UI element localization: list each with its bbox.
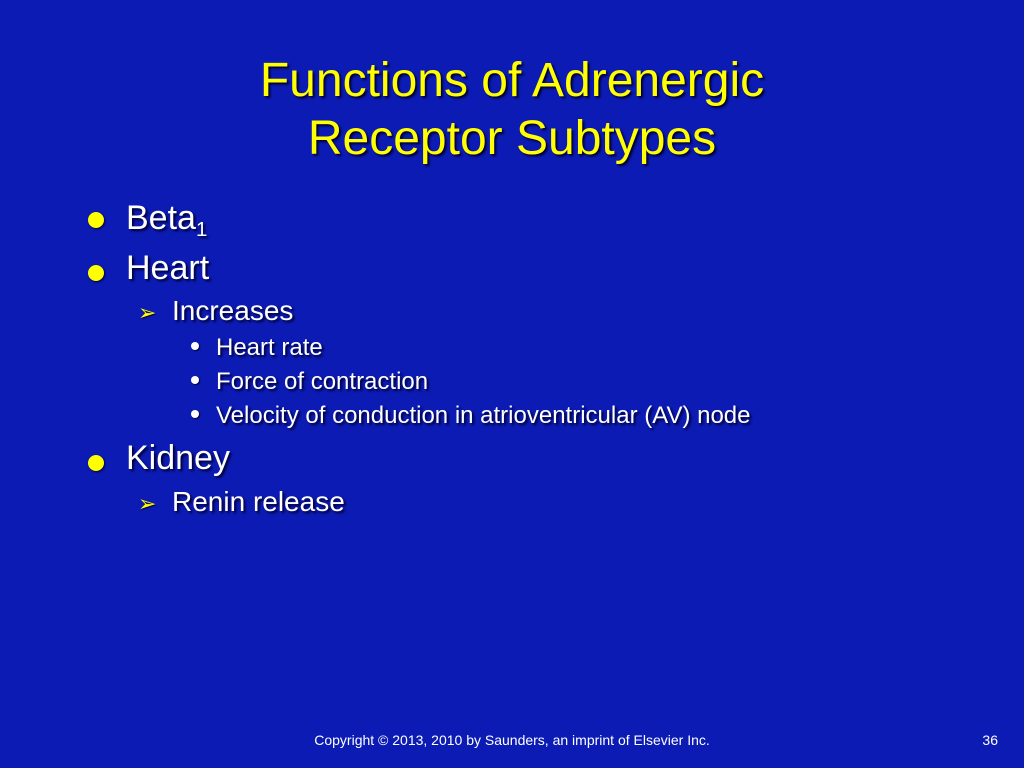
copyright-footer: Copyright © 2013, 2010 by Saunders, an imprint of Elsevier Inc. xyxy=(314,732,710,748)
arrow-bullet-icon: ➢ xyxy=(138,491,157,516)
bullet-force: Force of contraction xyxy=(216,368,429,395)
small-dot-icon xyxy=(191,410,199,418)
beta-text: Beta xyxy=(126,199,196,237)
title-line-1: Functions of Adrenergic xyxy=(259,54,765,107)
bullet-dot-icon xyxy=(88,265,104,281)
page-number: 36 xyxy=(982,732,998,748)
bullet-dot-icon xyxy=(88,212,104,228)
bullet-heart-rate: Heart rate xyxy=(216,334,323,361)
bullet-beta1 xyxy=(126,198,207,243)
bullet-velocity: Velocity of conduction in atrioventricular (AV) node xyxy=(216,402,751,429)
bullet-increases: Increases xyxy=(172,295,294,326)
bullet-kidney: Kidney xyxy=(126,439,230,477)
title-line-2: Receptor Subtypes xyxy=(307,112,717,165)
small-dot-icon xyxy=(191,342,199,350)
small-dot-icon xyxy=(191,376,199,384)
bullet-heart: Heart xyxy=(126,249,210,287)
bullet-dot-icon xyxy=(88,455,104,471)
arrow-bullet-icon: ➢ xyxy=(138,300,157,325)
bullet-renin: Renin release xyxy=(172,486,345,517)
beta-subscript: 1 xyxy=(195,219,208,242)
